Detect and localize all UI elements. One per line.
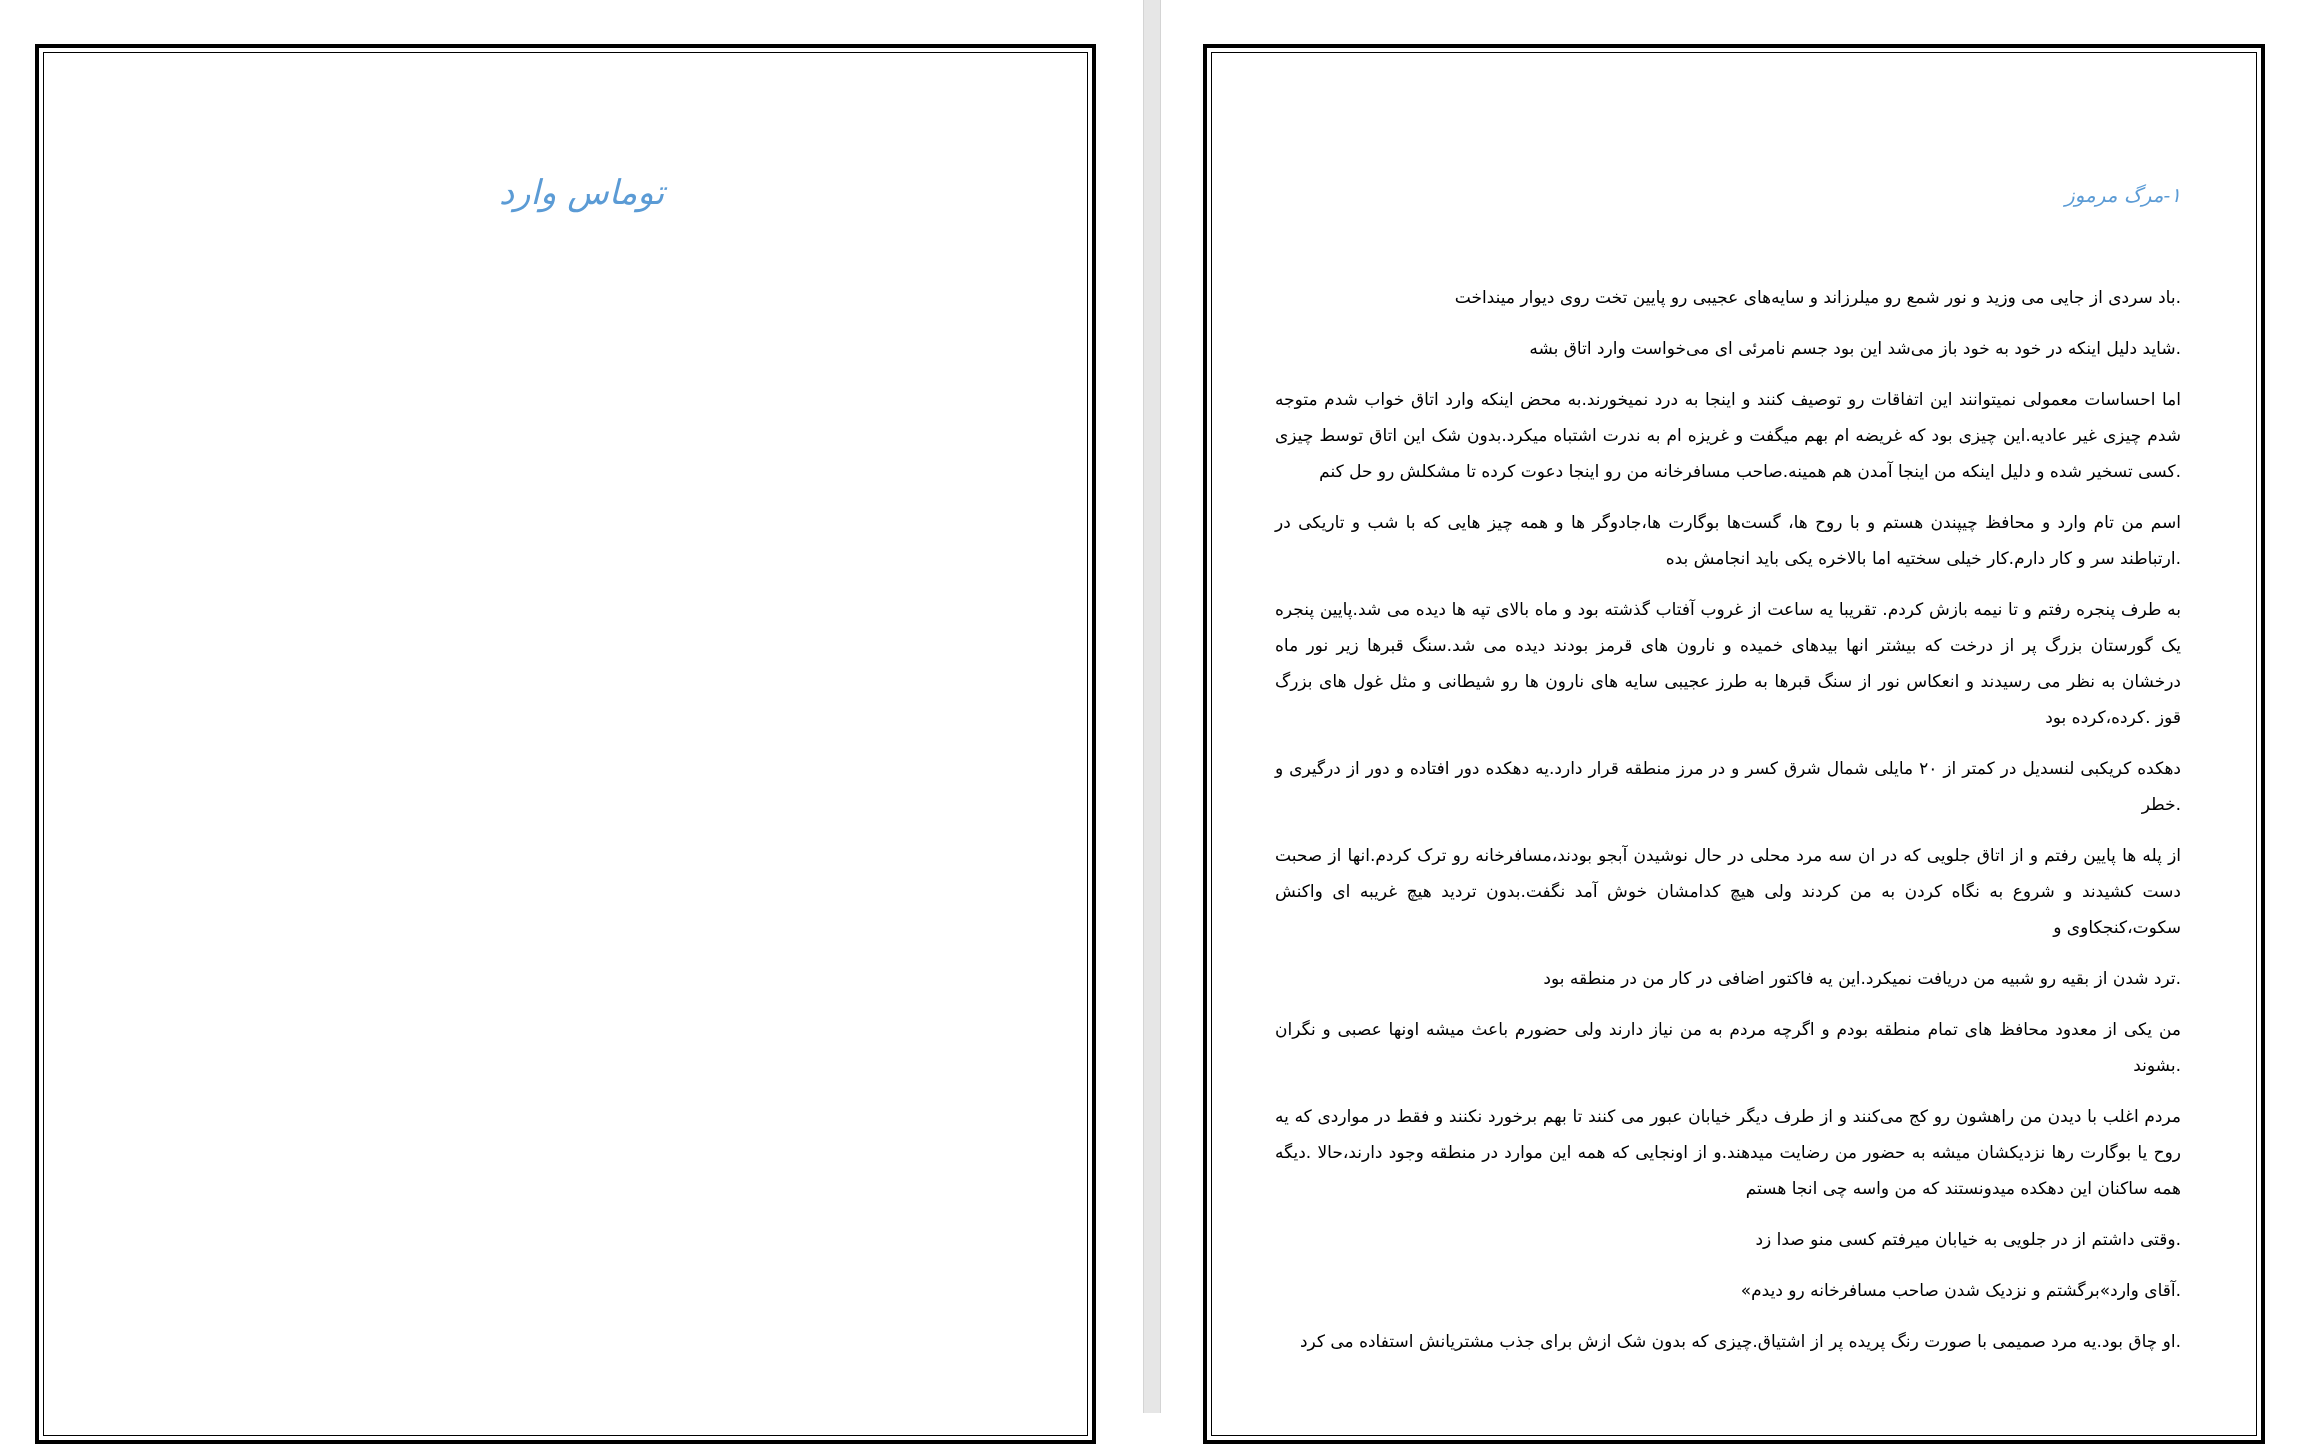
left-page [35,44,1096,1444]
chapter-body [1275,280,2181,1375]
paragraph: .او چاق بود.یه مرد صمیمی با صورت رنگ پریده پر از اشتیاق.چیزی که بدون شک ازش برای جذب مشتریانش استفاده می کرد [1299,1332,2181,1352]
paragraph: اما احساسات معمولی نمیتوانند این اتفاقات رو توصیف کنند و اینجا به درد نمیخورند.به محض اینکه وارد اتاق خواب شدم متوجه شدم چیزی غیر عادیه.این چیزی بود که غریضه ام بهم میگفت و غریزه ام به ندرت اشتباه میکرد.بدون شک این اتاق توسط چیزی .کسی تسخیر شده و دلیل اینکه من اینجا آمدن هم همینه.صاحب مسافرخانه من رو اینجا دعوت کرده تا مشکلش رو حل کنم [1275,390,2181,482]
right-page [1203,44,2265,1444]
paragraph: .شاید دلیل اینکه در خود به خود باز می‌شد این بود جسم نامرئی ای می‌خواست وارد اتاق بشه [1529,339,2181,359]
paragraph: دهکده کریکبی لنسدیل در کمتر از ۲۰ مایلی شمال شرق کسر و در مرز منطقه قرار دارد.یه دهکده دور افتاده و دور از درگیری و .خطر [1275,759,2181,815]
paragraph: مردم اغلب با دیدن من راهشون رو کج می‌کنند و از طرف دیگر خیابان عبور می کنند تا بهم برخورد نکنند و فقط در مواردی که یه روح یا بوگارت رها نزدیکشان میشه به حضور من رضایت میدهند.و از اونجایی که همه این موارد در منطقه وجود دارند،حالا .دیگه همه ساکنان این دهکده میدونستند که من واسه چی انجا هستم [1275,1107,2181,1199]
paragraph: به طرف پنجره رفتم و تا نیمه بازش کردم. تقریبا یه ساعت از غروب آفتاب گذشته بود و ماه بالای تپه ها دیده می شد.پایین پنجره یک گورستان بزرگ پر از درخت که بیشتر انها بیدهای خمیده و نارون های قرمز بودند دیده می شد.سنگ قبرها زیر نور ماه درخشان به نظر می رسیدند و انعکاس نور از سنگ قبرها به طرز عجیبی سایه های نارون ها رو شیطانی و مثل غول های بزرگ قوز .کرده،کرده بود [1275,600,2181,728]
paragraph: اسم من تام وارد و محافظ چیپندن هستم و با روح ها، گست‌ها بوگارت ها،جادوگر ها و همه چیز هایی که با شب و تاریکی در .ارتباطند سر و کار دارم.کار خیلی سختیه اما بالاخره یکی باید انجامش بده [1275,513,2181,569]
chapter-title: ۱-مرگ مرموز [2065,183,2181,207]
paragraph: .وقتی داشتم از در جلویی به خیابان میرفتم کسی منو صدا زد [1755,1230,2181,1250]
paragraph: .باد سردی از جایی می وزید و نور شمع رو میلرزاند و سایه‌های عجیبی رو پایین تخت روی دیوار مینداخت [1454,288,2181,308]
page-gap [1143,0,1161,1413]
paragraph: .آقای وارد»برگشتم و نزدیک شدن صاحب مسافرخانه رو دیدم» [1740,1281,2181,1301]
paragraph: من یکی از معدود محافظ های تمام منطقه بودم و اگرچه مردم به من نیاز دارند ولی حضورم باعث میشه اونها عصبی و نگران .بشوند [1275,1020,2181,1076]
book-title: توماس وارد [499,173,665,213]
paragraph: .ترد شدن از بقیه رو شبیه من دریافت نمیکرد.این یه فاکتور اضافی در کار من در منطقه بود [1543,969,2181,989]
paragraph: از پله ها پایین رفتم و از اتاق جلویی که در ان سه مرد محلی در حال نوشیدن آبجو بودند،مسافرخانه رو ترک کردم.انها از صحبت دست کشیدند و شروع به نگاه کردن به من کردند ولی هیچ کدامشان خوش آمد نگفت.بدون تردید هیچ غریبه ای واکنش سکوت،کنجکاوی و [1275,846,2181,938]
